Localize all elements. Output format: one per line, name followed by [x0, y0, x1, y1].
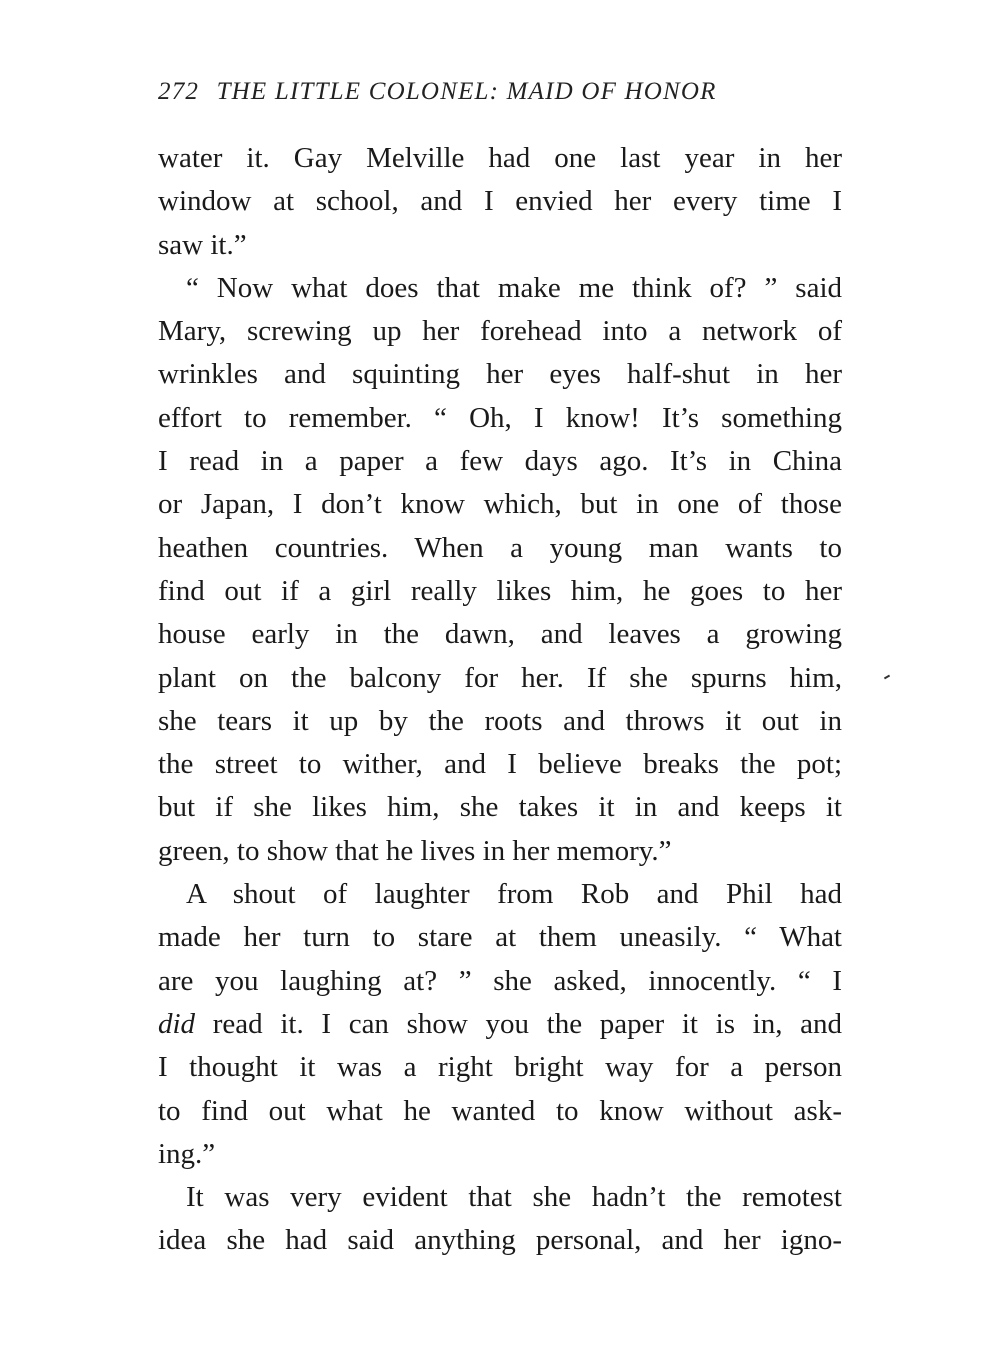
text-line: made her turn to stare at them uneasily. “ What: [158, 921, 842, 954]
text-line: Mary, screwing up her forehead into a network of: [158, 315, 842, 348]
text-line: but if she likes him, she takes it in and keeps it: [158, 791, 842, 824]
body-text: [158, 137, 842, 1263]
text-line: idea she had said anything personal, and her igno-: [158, 1224, 842, 1257]
text-line-with-emphasis: [158, 1003, 842, 1046]
text-line: window at school, and I envied her every time I: [158, 185, 842, 218]
text-line: water it. Gay Melville had one last year in her: [158, 142, 842, 174]
text-line: green, to show that he lives in her memory.”: [158, 834, 672, 867]
text-line: are you laughing at? ” she asked, innocently. “ I: [158, 964, 842, 997]
text-line: saw it.”: [158, 228, 247, 261]
text-line: I thought it was a right bright way for a person: [158, 1051, 842, 1084]
text-line: the street to wither, and I believe breaks the pot;: [158, 748, 842, 781]
text-line: plant on the balcony for her. If she spurns him,: [158, 661, 842, 694]
text-line: or Japan, I don’t know which, but in one of those: [158, 488, 842, 521]
text-line: to find out what he wanted to know without ask-: [158, 1094, 842, 1127]
running-head: [158, 78, 858, 106]
ink-speck: [884, 675, 890, 680]
paragraph-start-line: It was very evident that she hadn’t the remotest: [186, 1181, 842, 1214]
paragraph-start-line: “ Now what does that make me think of? ” said: [186, 271, 842, 304]
text-line: find out if a girl really likes him, he goes to her: [158, 574, 842, 607]
text-line: I read in a paper a few days ago. It’s in China: [158, 445, 842, 478]
text-line: house early in the dawn, and leaves a growing: [158, 618, 842, 651]
text-line: ing.”: [158, 1137, 216, 1170]
book-title: THE LITTLE COLONEL: MAID OF HONOR: [216, 78, 717, 105]
text-line-rest: read it. I can show you the paper it is in, and: [212, 1007, 843, 1040]
paragraph-start-line: A shout of laughter from Rob and Phil had: [186, 878, 842, 911]
text-line: effort to remember. “ Oh, I know! It’s something: [158, 401, 842, 434]
page-number: 272: [158, 78, 200, 105]
text-line: heathen countries. When a young man wants to: [158, 531, 842, 564]
emphasized-word: did: [158, 1007, 196, 1040]
text-line: she tears it up by the roots and throws it out in: [158, 704, 842, 737]
text-line: wrinkles and squinting her eyes half-shut in her: [158, 358, 842, 391]
